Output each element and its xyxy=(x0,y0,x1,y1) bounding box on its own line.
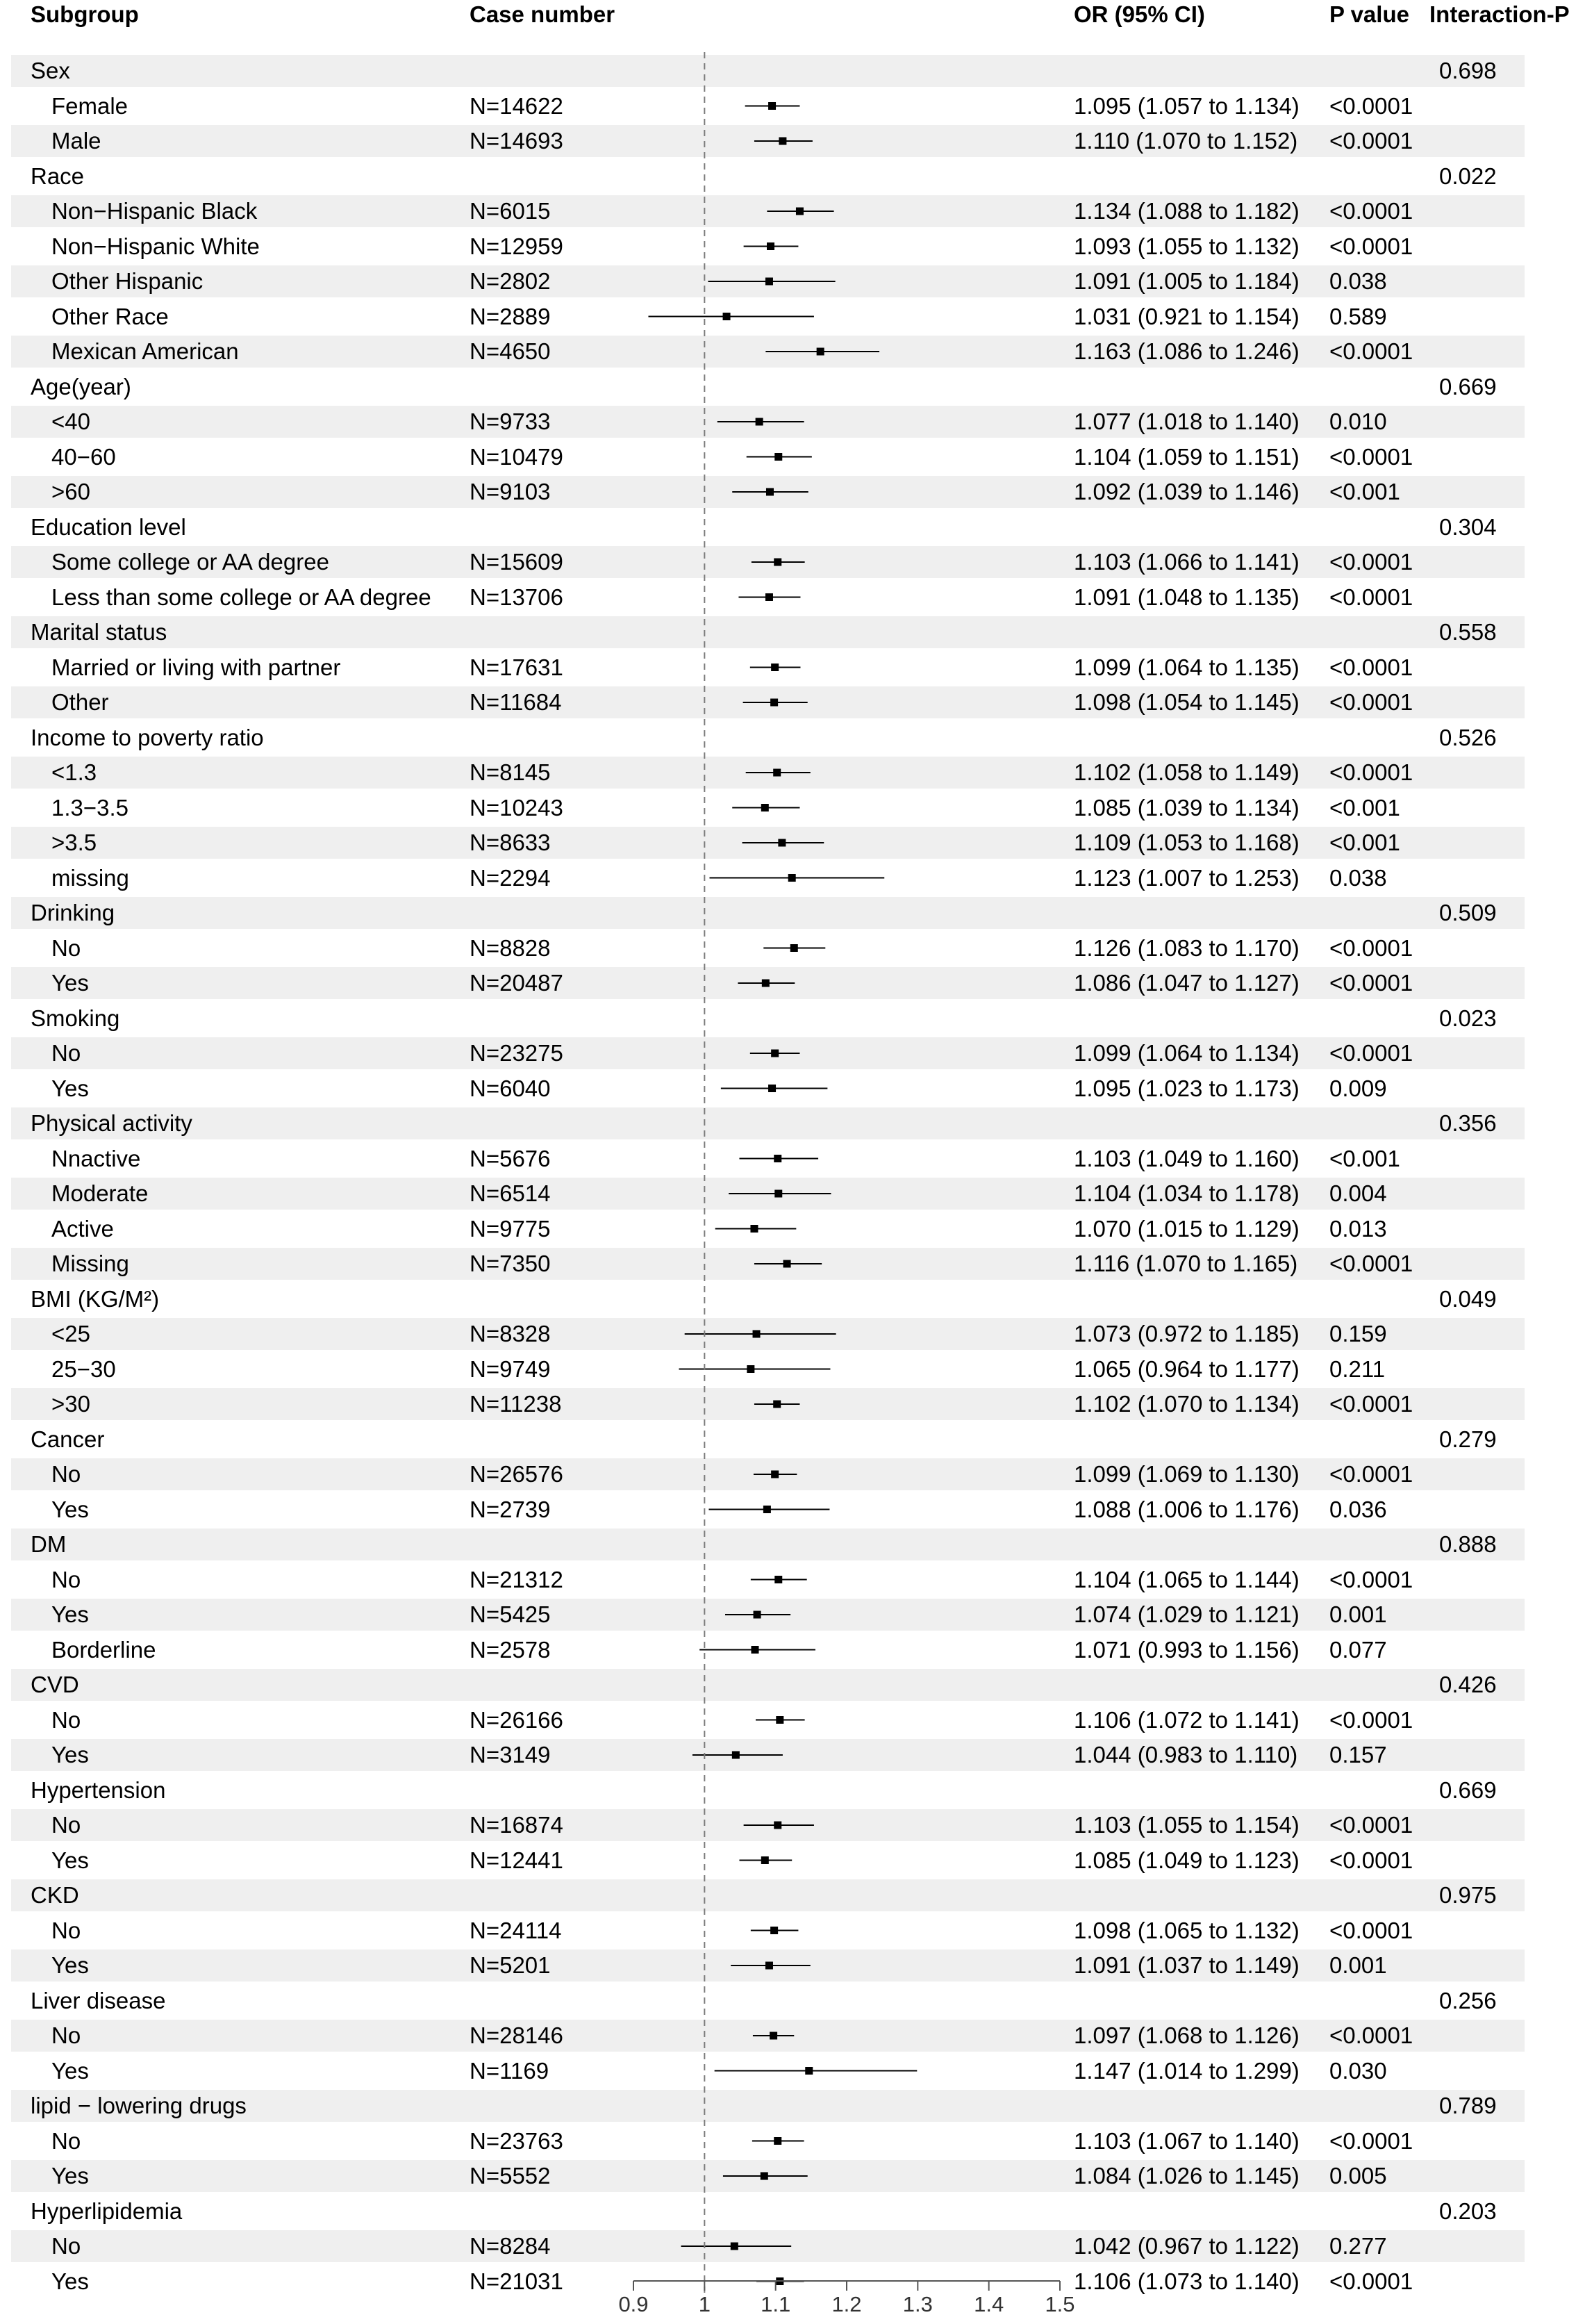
or-point xyxy=(732,1752,740,1759)
p-value: 0.001 xyxy=(1329,1952,1387,1978)
subgroup-level-label: Other Race xyxy=(51,303,169,329)
or-ci-text: 1.091 (1.005 to 1.184) xyxy=(1074,268,1300,294)
or-point xyxy=(817,348,824,356)
subgroup-level-label: >60 xyxy=(51,479,90,504)
case-number: N=26576 xyxy=(470,1461,563,1487)
subgroup-heading: Cancer xyxy=(31,1426,105,1452)
case-number: N=8328 xyxy=(470,1321,551,1346)
or-point xyxy=(770,1927,778,1934)
or-point xyxy=(805,2067,813,2075)
or-ci-text: 1.070 (1.015 to 1.129) xyxy=(1074,1215,1300,1242)
case-number: N=12441 xyxy=(470,1847,563,1873)
subgroup-level-label: Married or living with partner xyxy=(51,654,341,680)
subgroup-level-label: >3.5 xyxy=(51,830,97,855)
subgroup-level-label: Nnactive xyxy=(51,1145,141,1171)
p-value: <0.0001 xyxy=(1329,1812,1413,1838)
or-ci-text: 1.031 (0.921 to 1.154) xyxy=(1074,303,1300,329)
subgroup-level-label: Female xyxy=(51,92,128,119)
subgroup-heading: Hyperlipidemia xyxy=(31,2198,183,2224)
or-point xyxy=(766,488,774,496)
subgroup-level-label: Yes xyxy=(51,970,89,996)
or-point xyxy=(774,1576,782,1583)
subgroup-level-label: Yes xyxy=(51,2057,89,2084)
subgroup-heading: DM xyxy=(31,1531,67,1557)
case-number: N=2889 xyxy=(470,303,551,329)
case-number: N=5201 xyxy=(470,1952,551,1978)
or-point xyxy=(768,102,776,110)
case-number: N=6015 xyxy=(470,198,551,224)
subgroup-heading: CKD xyxy=(31,1882,79,1908)
or-point xyxy=(796,208,804,215)
interaction-p-value: 0.698 xyxy=(1439,58,1497,83)
case-number: N=21031 xyxy=(470,2268,563,2294)
subgroup-level-label: No xyxy=(51,934,81,961)
subgroup-level-label: No xyxy=(51,1812,81,1838)
or-point xyxy=(774,1190,782,1198)
or-ci-text: 1.088 (1.006 to 1.176) xyxy=(1074,1496,1300,1522)
case-number: N=17631 xyxy=(470,654,563,680)
p-value: <0.0001 xyxy=(1329,1040,1413,1066)
case-number: N=20487 xyxy=(470,970,563,996)
or-point xyxy=(765,593,773,601)
or-ci-text: 1.065 (0.964 to 1.177) xyxy=(1074,1355,1300,1382)
case-number: N=9103 xyxy=(470,479,551,504)
p-value: 0.038 xyxy=(1329,864,1387,891)
subgroup-level-label: No xyxy=(51,1040,81,1066)
p-value: <0.0001 xyxy=(1329,970,1413,996)
or-ci-text: 1.106 (1.072 to 1.141) xyxy=(1074,1706,1300,1733)
p-value: 0.036 xyxy=(1329,1496,1387,1522)
case-number: N=26166 xyxy=(470,1706,563,1733)
p-value: <0.0001 xyxy=(1329,1461,1413,1487)
or-ci-text: 1.084 (1.026 to 1.145) xyxy=(1074,2163,1300,2189)
p-value: <0.0001 xyxy=(1329,759,1413,785)
or-ci-text: 1.147 (1.014 to 1.299) xyxy=(1074,2057,1300,2084)
or-ci-text: 1.095 (1.023 to 1.173) xyxy=(1074,1075,1300,1101)
case-number: N=8633 xyxy=(470,830,551,855)
p-value: <0.001 xyxy=(1329,479,1400,504)
or-ci-text: 1.098 (1.065 to 1.132) xyxy=(1074,1917,1300,1943)
subgroup-level-label: Other xyxy=(51,689,109,715)
or-ci-text: 1.103 (1.049 to 1.160) xyxy=(1074,1145,1300,1171)
interaction-p-value: 0.426 xyxy=(1439,1672,1497,1697)
p-value: <0.0001 xyxy=(1329,1391,1413,1417)
case-number: N=21312 xyxy=(470,1566,563,1592)
case-number: N=14622 xyxy=(470,92,563,119)
interaction-p-value: 0.203 xyxy=(1439,2198,1497,2224)
or-point xyxy=(754,1611,761,1619)
interaction-p-value: 0.049 xyxy=(1439,1285,1497,1312)
or-point xyxy=(765,1962,773,1970)
subgroup-heading: BMI (KG/M²) xyxy=(31,1285,160,1312)
or-point xyxy=(774,453,782,461)
case-number: N=2739 xyxy=(470,1496,551,1522)
or-point xyxy=(747,1365,754,1373)
interaction-p-value: 0.888 xyxy=(1439,1531,1497,1557)
or-ci-text: 1.097 (1.068 to 1.126) xyxy=(1074,2022,1300,2048)
or-ci-text: 1.042 (0.967 to 1.122) xyxy=(1074,2233,1300,2259)
p-value: <0.001 xyxy=(1329,1145,1400,1171)
case-number: N=23763 xyxy=(470,2127,563,2154)
subgroup-heading: CVD xyxy=(31,1672,79,1697)
or-ci-text: 1.126 (1.083 to 1.170) xyxy=(1074,934,1300,961)
p-value: 0.159 xyxy=(1329,1321,1387,1346)
or-point xyxy=(771,1471,779,1478)
p-value: <0.0001 xyxy=(1329,2268,1413,2294)
or-point xyxy=(767,242,774,250)
or-point xyxy=(773,769,781,777)
interaction-p-value: 0.558 xyxy=(1439,619,1497,645)
or-ci-text: 1.103 (1.055 to 1.154) xyxy=(1074,1812,1300,1838)
subgroup-level-label: Non−Hispanic White xyxy=(51,233,260,259)
case-number: N=28146 xyxy=(470,2022,563,2048)
subgroup-level-label: Yes xyxy=(51,1496,89,1522)
or-ci-text: 1.123 (1.007 to 1.253) xyxy=(1074,864,1300,891)
case-number: N=12959 xyxy=(470,233,563,259)
subgroup-level-label: Other Hispanic xyxy=(51,268,204,294)
or-ci-text: 1.102 (1.058 to 1.149) xyxy=(1074,759,1300,785)
x-tick-label: 1 xyxy=(698,2292,711,2316)
or-point xyxy=(771,664,779,671)
or-point xyxy=(763,1506,771,1513)
case-number: N=8284 xyxy=(470,2233,551,2259)
or-ci-text: 1.085 (1.039 to 1.134) xyxy=(1074,794,1300,821)
interaction-p-value: 0.669 xyxy=(1439,1777,1497,1803)
subgroup-heading: Sex xyxy=(31,58,70,83)
case-number: N=14693 xyxy=(470,128,563,154)
subgroup-level-label: Yes xyxy=(51,1075,89,1101)
subgroup-level-label: <25 xyxy=(51,1321,90,1346)
p-value: 0.013 xyxy=(1329,1215,1387,1242)
case-number: N=10243 xyxy=(470,794,563,821)
p-value: 0.077 xyxy=(1329,1636,1387,1663)
or-ci-text: 1.044 (0.983 to 1.110) xyxy=(1074,1742,1298,1767)
case-number: N=5425 xyxy=(470,1601,551,1627)
p-value: 0.004 xyxy=(1329,1180,1387,1206)
p-value: 0.005 xyxy=(1329,2163,1387,2189)
or-point xyxy=(770,699,778,707)
header-interaction-p: Interaction-P xyxy=(1429,1,1570,27)
or-point xyxy=(774,1155,781,1162)
p-value: <0.0001 xyxy=(1329,233,1413,259)
or-point xyxy=(783,1260,791,1268)
subgroup-level-label: No xyxy=(51,2233,81,2259)
header-or-ci: OR (95% CI) xyxy=(1074,1,1205,27)
subgroup-level-label: Yes xyxy=(51,1952,89,1978)
p-value: <0.0001 xyxy=(1329,92,1413,119)
subgroup-level-label: Non−Hispanic Black xyxy=(51,198,258,224)
or-ci-text: 1.098 (1.054 to 1.145) xyxy=(1074,689,1300,715)
case-number: N=8145 xyxy=(470,759,551,785)
or-ci-text: 1.110 (1.070 to 1.152) xyxy=(1074,128,1298,154)
p-value: <0.0001 xyxy=(1329,584,1413,610)
or-point xyxy=(723,313,731,320)
case-number: N=8828 xyxy=(470,934,551,961)
subgroup-level-label: Male xyxy=(51,128,101,154)
or-point xyxy=(761,804,769,811)
p-value: 0.277 xyxy=(1329,2233,1387,2259)
subgroup-level-label: Yes xyxy=(51,2163,89,2189)
subgroup-level-label: Less than some college or AA degree xyxy=(51,584,431,610)
case-number: N=1169 xyxy=(470,2057,549,2084)
subgroup-level-label: Yes xyxy=(51,1847,89,1873)
subgroup-level-label: Yes xyxy=(51,1742,89,1767)
case-number: N=11684 xyxy=(470,689,562,715)
p-value: 0.211 xyxy=(1329,1355,1386,1382)
subgroup-level-label: Yes xyxy=(51,2268,89,2294)
subgroup-heading: Income to poverty ratio xyxy=(31,724,264,750)
case-number: N=2294 xyxy=(470,864,551,891)
p-value: <0.001 xyxy=(1329,794,1400,821)
subgroup-heading: Liver disease xyxy=(31,1987,166,2013)
interaction-p-value: 0.256 xyxy=(1439,1987,1497,2013)
case-number: N=24114 xyxy=(470,1917,562,1943)
or-ci-text: 1.109 (1.053 to 1.168) xyxy=(1074,830,1300,855)
or-point xyxy=(762,980,770,987)
case-number: N=9749 xyxy=(470,1355,551,1382)
case-number: N=13706 xyxy=(470,584,563,610)
interaction-p-value: 0.526 xyxy=(1439,724,1497,750)
x-tick-label: 1.4 xyxy=(974,2292,1004,2316)
or-ci-text: 1.073 (0.972 to 1.185) xyxy=(1074,1321,1300,1346)
or-ci-text: 1.163 (1.086 to 1.246) xyxy=(1074,338,1300,364)
or-point xyxy=(768,1085,776,1092)
or-ci-text: 1.091 (1.048 to 1.135) xyxy=(1074,584,1300,610)
or-point xyxy=(756,418,763,426)
or-ci-text: 1.071 (0.993 to 1.156) xyxy=(1074,1636,1300,1663)
subgroup-level-label: Missing xyxy=(51,1251,129,1276)
subgroup-level-label: No xyxy=(51,1917,81,1943)
subgroup-level-label: Active xyxy=(51,1215,114,1242)
x-tick-label: 1.5 xyxy=(1045,2292,1075,2316)
case-number: N=5676 xyxy=(470,1145,551,1171)
subgroup-level-label: >30 xyxy=(51,1391,90,1417)
subgroup-level-label: Yes xyxy=(51,1601,89,1627)
p-value: <0.0001 xyxy=(1329,2127,1413,2154)
subgroup-level-label: Mexican American xyxy=(51,338,239,364)
or-point xyxy=(753,1330,761,1338)
or-point xyxy=(774,2137,781,2145)
or-point xyxy=(779,138,786,145)
p-value: 0.010 xyxy=(1329,409,1387,434)
or-point xyxy=(774,1822,781,1829)
case-number: N=9733 xyxy=(470,409,551,434)
or-point xyxy=(778,839,786,847)
interaction-p-value: 0.279 xyxy=(1439,1426,1497,1452)
p-value: <0.0001 xyxy=(1329,198,1413,224)
p-value: <0.0001 xyxy=(1329,1706,1413,1733)
or-ci-text: 1.103 (1.066 to 1.141) xyxy=(1074,549,1300,575)
p-value: 0.157 xyxy=(1329,1742,1387,1767)
subgroup-heading: Hypertension xyxy=(31,1777,166,1803)
subgroup-heading: Age(year) xyxy=(31,373,131,399)
p-value: <0.0001 xyxy=(1329,1847,1413,1873)
case-number: N=4650 xyxy=(470,338,551,364)
p-value: <0.0001 xyxy=(1329,934,1413,961)
p-value: <0.0001 xyxy=(1329,1917,1413,1943)
or-ci-text: 1.099 (1.069 to 1.130) xyxy=(1074,1461,1300,1487)
subgroup-level-label: Some college or AA degree xyxy=(51,549,329,575)
or-ci-text: 1.099 (1.064 to 1.135) xyxy=(1074,654,1300,680)
x-tick-label: 1.2 xyxy=(831,2292,862,2316)
subgroup-level-label: <40 xyxy=(51,409,90,434)
subgroup-heading: Drinking xyxy=(31,900,115,925)
or-ci-text: 1.074 (1.029 to 1.121) xyxy=(1074,1601,1300,1627)
interaction-p-value: 0.356 xyxy=(1439,1110,1497,1136)
or-ci-text: 1.092 (1.039 to 1.146) xyxy=(1074,479,1300,504)
x-tick-label: 0.9 xyxy=(618,2292,649,2316)
or-point xyxy=(788,874,796,882)
subgroup-level-label: No xyxy=(51,2022,81,2048)
p-value: 0.030 xyxy=(1329,2057,1387,2084)
p-value: <0.0001 xyxy=(1329,689,1413,715)
header-p-value: P value xyxy=(1329,1,1409,27)
or-ci-text: 1.095 (1.057 to 1.134) xyxy=(1074,92,1300,119)
subgroup-heading: Smoking xyxy=(31,1005,120,1031)
subgroup-heading: Physical activity xyxy=(31,1110,192,1136)
case-number: N=10479 xyxy=(470,443,563,470)
p-value: <0.0001 xyxy=(1329,443,1413,470)
or-ci-text: 1.104 (1.059 to 1.151) xyxy=(1074,443,1300,470)
p-value: 0.589 xyxy=(1329,303,1387,329)
or-point xyxy=(774,559,781,566)
subgroup-heading: Marital status xyxy=(31,619,167,645)
case-number: N=5552 xyxy=(470,2163,551,2189)
p-value: <0.001 xyxy=(1329,830,1400,855)
p-value: <0.0001 xyxy=(1329,2022,1413,2048)
or-point xyxy=(771,1050,779,1057)
or-ci-text: 1.077 (1.018 to 1.140) xyxy=(1074,409,1300,434)
or-ci-text: 1.134 (1.088 to 1.182) xyxy=(1074,198,1300,224)
case-number: N=2578 xyxy=(470,1636,551,1663)
case-number: N=3149 xyxy=(470,1742,551,1767)
p-value: <0.0001 xyxy=(1329,549,1413,575)
p-value: <0.0001 xyxy=(1329,338,1413,364)
or-ci-text: 1.104 (1.065 to 1.144) xyxy=(1074,1566,1300,1592)
or-ci-text: 1.086 (1.047 to 1.127) xyxy=(1074,970,1300,996)
subgroup-heading: Race xyxy=(31,163,85,189)
or-point xyxy=(765,278,773,286)
or-ci-text: 1.104 (1.034 to 1.178) xyxy=(1074,1180,1300,1206)
x-tick-label: 1.1 xyxy=(761,2292,791,2316)
case-number: N=9775 xyxy=(470,1215,551,1242)
or-ci-text: 1.091 (1.037 to 1.149) xyxy=(1074,1952,1300,1978)
or-ci-text: 1.103 (1.067 to 1.140) xyxy=(1074,2127,1300,2154)
x-tick-label: 1.3 xyxy=(902,2292,933,2316)
interaction-p-value: 0.509 xyxy=(1439,900,1497,925)
case-number: N=6040 xyxy=(470,1075,551,1101)
subgroup-level-label: Borderline xyxy=(51,1636,156,1663)
interaction-p-value: 0.789 xyxy=(1439,2093,1497,2118)
or-ci-text: 1.085 (1.049 to 1.123) xyxy=(1074,1847,1300,1873)
case-number: N=15609 xyxy=(470,549,563,575)
or-point xyxy=(750,1225,758,1233)
header-case-number: Case number xyxy=(470,1,615,27)
case-number: N=16874 xyxy=(470,1812,563,1838)
case-number: N=6514 xyxy=(470,1180,551,1206)
subgroup-level-label: missing xyxy=(51,864,129,891)
case-number: N=2802 xyxy=(470,268,551,294)
interaction-p-value: 0.975 xyxy=(1439,1882,1497,1908)
or-point xyxy=(751,1646,758,1654)
or-point xyxy=(731,2243,738,2250)
subgroup-level-label: <1.3 xyxy=(51,759,97,785)
subgroup-level-label: 1.3−3.5 xyxy=(51,794,129,821)
or-ci-text: 1.102 (1.070 to 1.134) xyxy=(1074,1391,1300,1417)
subgroup-heading: Education level xyxy=(31,513,186,540)
p-value: <0.0001 xyxy=(1329,1566,1413,1592)
or-point xyxy=(761,2173,768,2180)
or-point xyxy=(790,944,798,952)
p-value: <0.0001 xyxy=(1329,1251,1413,1276)
subgroup-level-label: No xyxy=(51,2127,81,2154)
p-value: <0.0001 xyxy=(1329,654,1413,680)
subgroup-level-label: No xyxy=(51,1461,81,1487)
or-point xyxy=(770,2032,777,2040)
header-subgroup: Subgroup xyxy=(31,1,139,27)
interaction-p-value: 0.022 xyxy=(1439,163,1497,189)
interaction-p-value: 0.669 xyxy=(1439,373,1497,399)
or-point xyxy=(773,1401,781,1408)
subgroup-level-label: 40−60 xyxy=(51,443,116,470)
subgroup-level-label: 25−30 xyxy=(51,1355,116,1382)
interaction-p-value: 0.023 xyxy=(1439,1005,1497,1031)
subgroup-heading: lipid − lowering drugs xyxy=(31,2093,247,2118)
interaction-p-value: 0.304 xyxy=(1439,513,1497,540)
or-ci-text: 1.106 (1.073 to 1.140) xyxy=(1074,2268,1300,2294)
or-ci-text: 1.099 (1.064 to 1.134) xyxy=(1074,1040,1300,1066)
or-point xyxy=(776,1716,783,1724)
subgroup-level-label: Moderate xyxy=(51,1180,149,1206)
or-point xyxy=(761,1856,769,1864)
subgroup-level-label: No xyxy=(51,1706,81,1733)
p-value: 0.038 xyxy=(1329,268,1387,294)
case-number: N=23275 xyxy=(470,1040,563,1066)
or-ci-text: 1.093 (1.055 to 1.132) xyxy=(1074,233,1300,259)
p-value: 0.001 xyxy=(1329,1601,1387,1627)
subgroup-level-label: No xyxy=(51,1566,81,1592)
or-ci-text: 1.116 (1.070 to 1.165) xyxy=(1074,1251,1298,1276)
case-number: N=11238 xyxy=(470,1391,562,1417)
case-number: N=7350 xyxy=(470,1251,551,1276)
p-value: <0.0001 xyxy=(1329,128,1413,154)
p-value: 0.009 xyxy=(1329,1075,1387,1101)
